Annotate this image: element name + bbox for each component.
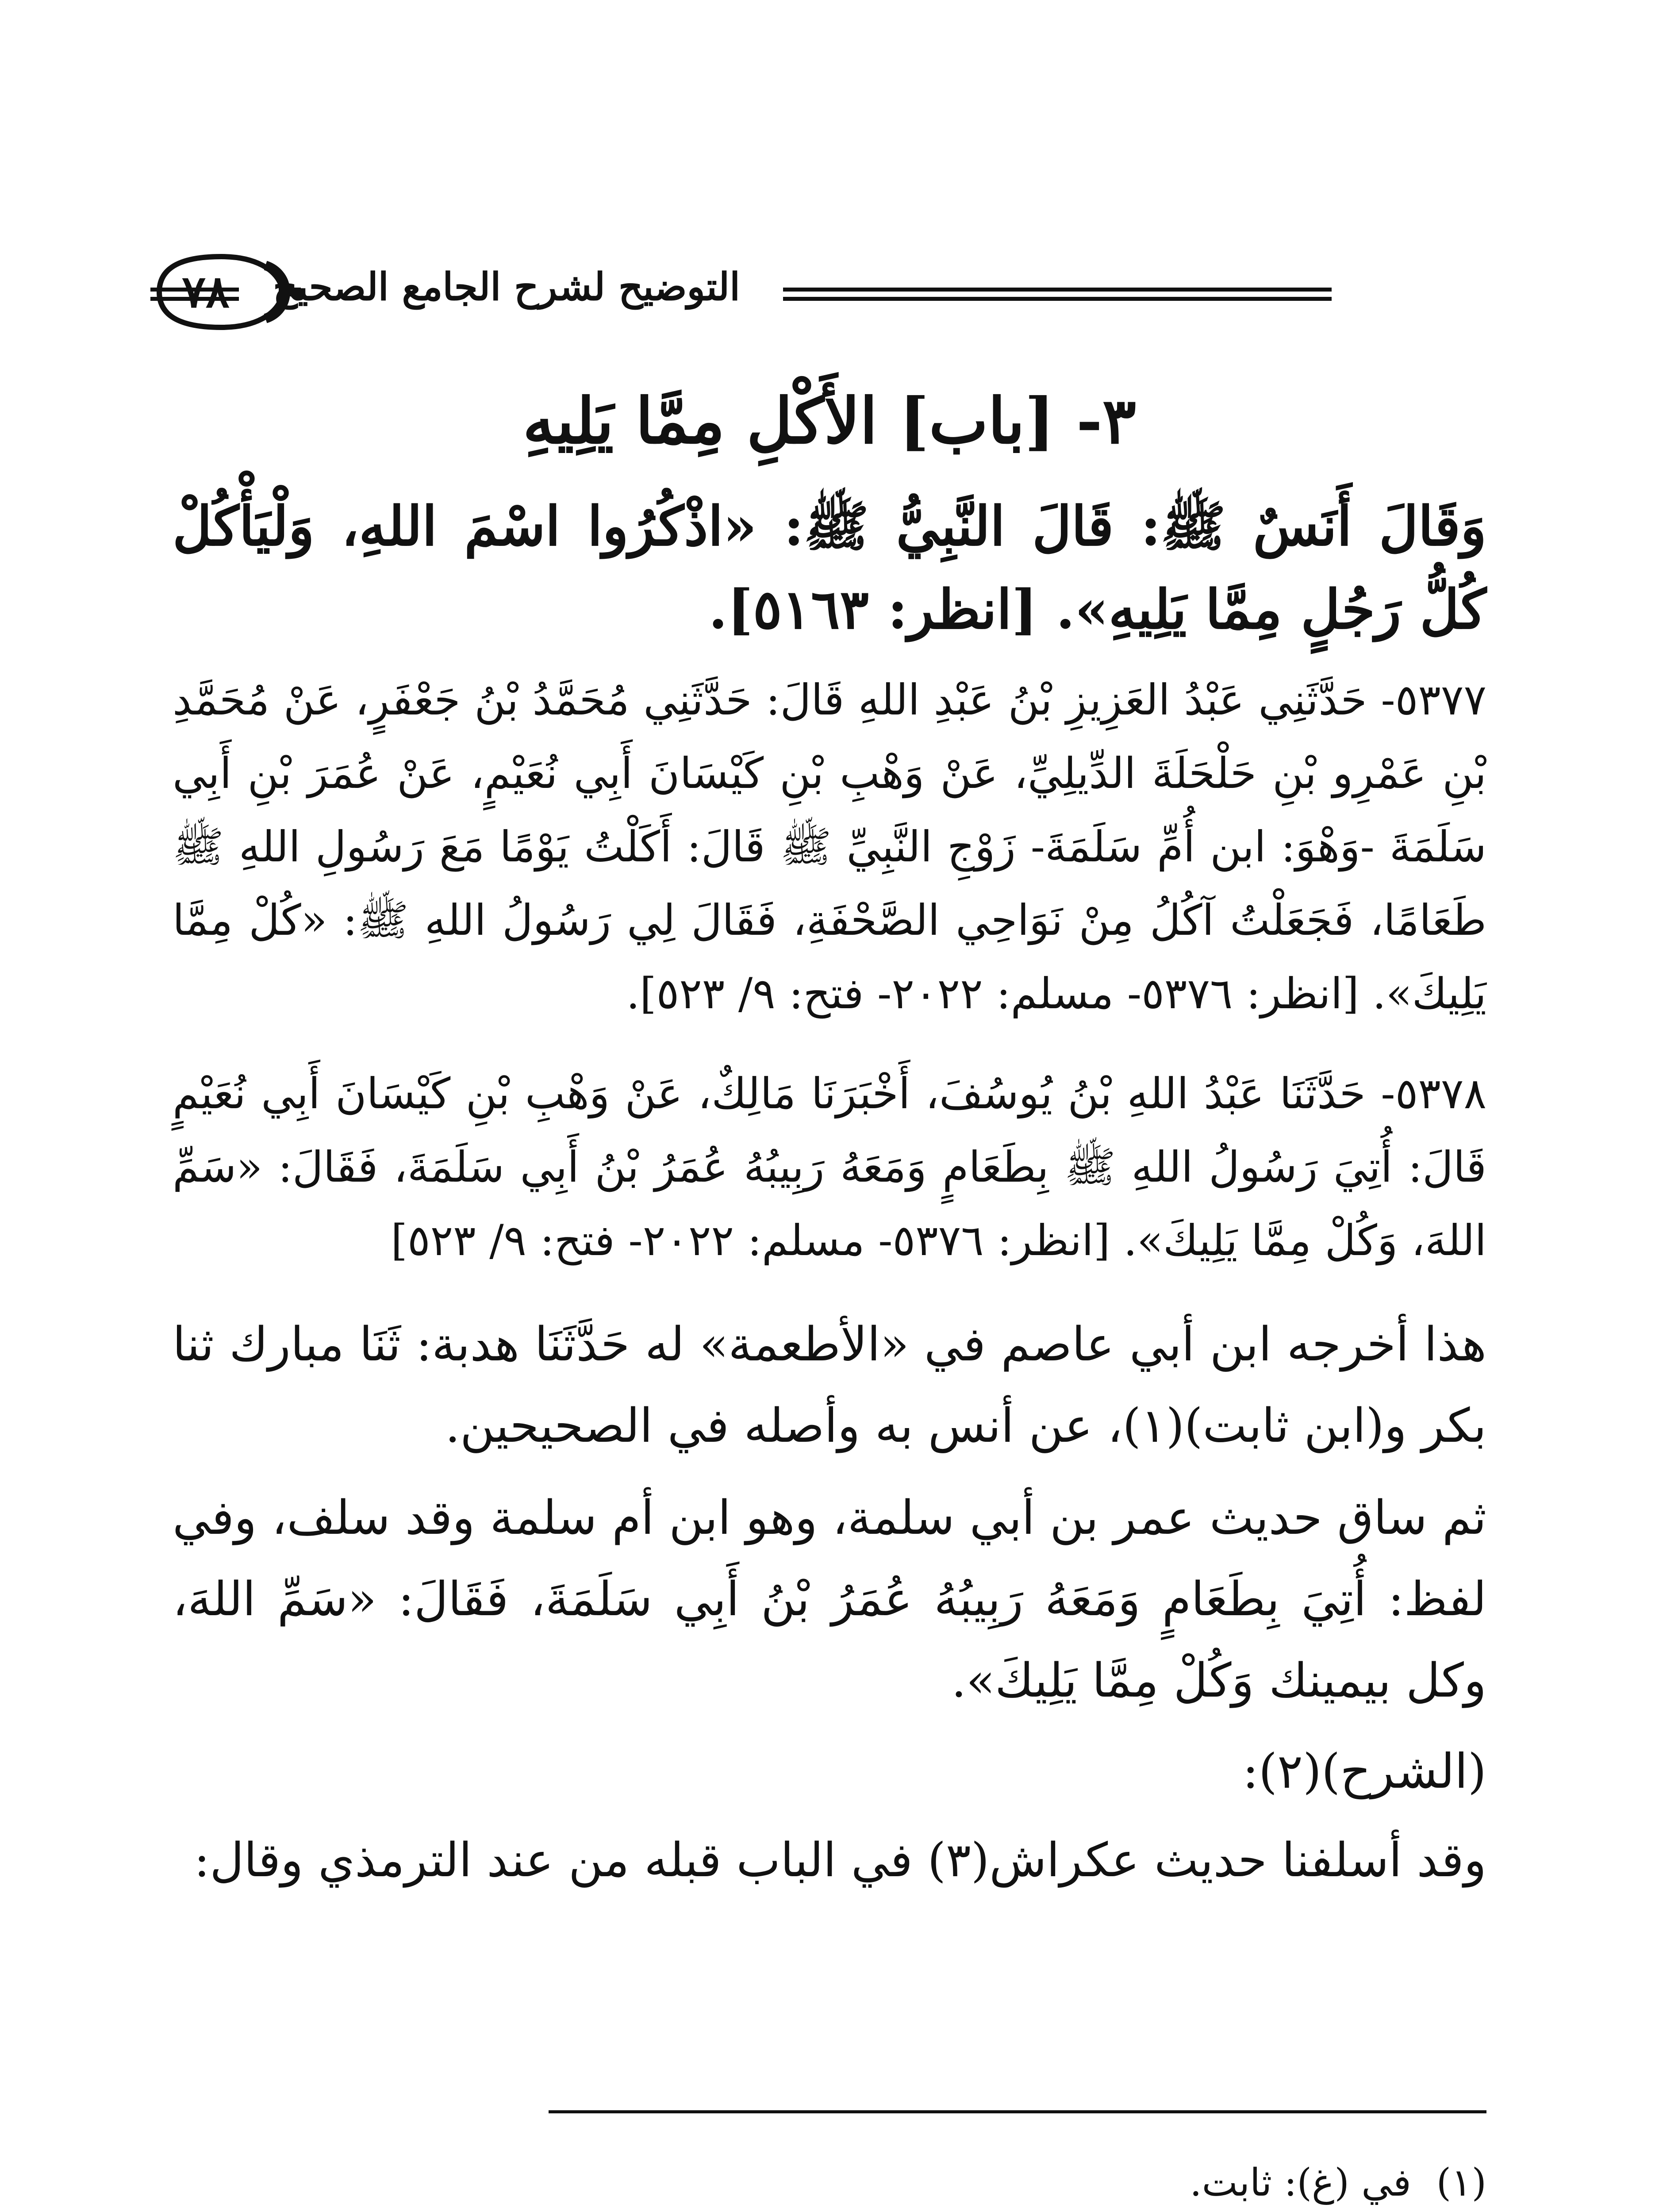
hadith-5377: ٥٣٧٧- حَدَّثَنِي عَبْدُ العَزِيزِ بْنُ عَبْدِ اللهِ قَالَ: حَدَّثَنِي مُحَمَّدُ بْنُ جَعْفَرٍ، عَنْ مُحَمَّدِ بْنِ عَمْرِو بْنِ حَلْحَلَةَ الدِّيلِيِّ، عَنْ وَهْبِ بْنِ كَيْسَانَ أَبِي نُعَيْمٍ، عَنْ عُمَرَ بْنِ أَبِي سَلَمَةَ -وَهْوَ: ابن أُمِّ سَلَمَةَ- زَوْجِ النَّبِيِّ ﷺ قَالَ: أَكَلْتُ يَوْمًا مَعَ رَسُولِ اللهِ ﷺ طَعَامًا، فَجَعَلْتُ آكُلُ مِنْ نَوَاحِي الصَّحْفَةِ، فَقَالَ لِي رَسُولُ اللهِ ﷺ: «كُلْ مِمَّا يَلِيكَ». [انظر: ٥٣٧٦- مسلم: ٢٠٢٢- فتح: ٩/ ٥٢٣]. <box>173 675 1486 1018</box>
footnote-text: في (غ): ثابت. <box>1190 2161 1411 2205</box>
commentary-paragraph: وقد أسلفنا حديث عكراش(٣) في الباب قبله من عند الترمذي وقال: <box>194 1832 1486 1887</box>
sharh-heading: (الشرح)(٢): <box>1242 1743 1486 1799</box>
footnote-item <box>173 2150 1486 2212</box>
footnote-divider <box>549 2110 1486 2113</box>
chapter-lead-text: وَقَالَ أَنَسٌ ﷺ: قَالَ النَّبِيُّ ﷺ: «اذْكُرُوا اسْمَ اللهِ، وَلْيَأْكُلْ كُلُّ رَجُلٍ مِمَّا يَلِيهِ». [انظر: ٥١٦٣]. <box>173 494 1486 641</box>
running-title: التوضيح لشرح الجامع الصحيح <box>273 265 740 309</box>
footnotes <box>173 2150 1486 2212</box>
page-number: ٧٨ <box>182 265 230 318</box>
commentary-paragraph: هذا أخرجه ابن أبي عاصم في «الأطعمة» له حَدَّثَنَا هدبة: ثَنَا مبارك ثنا بكر و(ابن ثابت)(١)، عن أنس به وأصله في الصحيحين. <box>173 1317 1486 1453</box>
header-rule-right <box>783 288 1332 301</box>
main-text <box>173 380 1486 1912</box>
chapter-title: ٣- [باب] الأَكْلِ مِمَّا يَلِيهِ <box>522 384 1137 458</box>
commentary-paragraph: ثم ساق حديث عمر بن أبي سلمة، وهو ابن أم سلمة وقد سلف، وفي لفظ: أُتِيَ بِطَعَامٍ وَمَعَهُ رَبِيبُهُ عُمَرُ بْنُ أَبِي سَلَمَةَ، فَقَالَ: «سَمِّ اللهَ، وكل بيمينك وَكُلْ مِمَّا يَلِيكَ». <box>173 1490 1486 1708</box>
hadith-5378: ٥٣٧٨- حَدَّثَنَا عَبْدُ اللهِ بْنُ يُوسُفَ، أَخْبَرَنَا مَالِكٌ، عَنْ وَهْبِ بْنِ كَيْسَانَ أَبِي نُعَيْمٍ قَالَ: أُتِيَ رَسُولُ اللهِ ﷺ بِطَعَامٍ وَمَعَهُ رَبِيبُهُ عُمَرُ بْنُ أَبِي سَلَمَةَ، فَقَالَ: «سَمِّ اللهَ، وَكُلْ مِمَّا يَلِيكَ». [انظر: ٥٣٧٦- مسلم: ٢٠٢٢- فتح: ٩/ ٥٢٣] <box>173 1068 1486 1265</box>
running-header <box>150 248 1500 336</box>
page-number-badge <box>133 248 301 336</box>
footnote-number: (١) <box>1436 2161 1486 2205</box>
